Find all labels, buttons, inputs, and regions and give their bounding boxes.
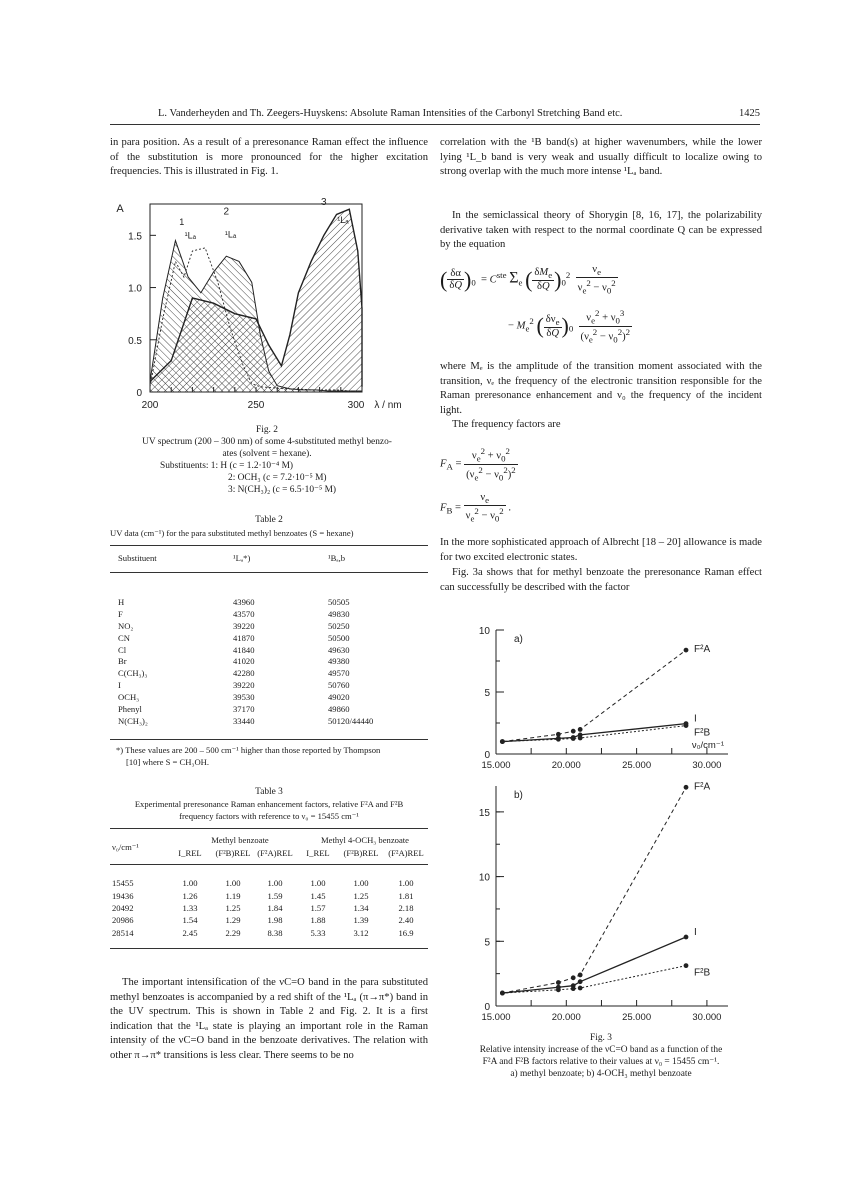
table2-cell: 50120/44440 [328,715,374,726]
table2-label: Table 2 [255,515,283,525]
series-F²B-point [556,737,561,742]
table3-group1: Methyl benzoate [211,835,269,845]
table-row [118,716,418,728]
panel-label: b) [514,790,523,801]
table2-cell: I [118,680,121,691]
annotation-label: ¹Lₐ [337,214,349,225]
table2-cell: 49630 [328,644,350,655]
table3-cell: 1.29 [225,915,241,926]
right-para5: In the more sophisticated approach of Albrecht [18 – 20] allowance is made for two excited electronic states. [440,537,762,563]
fig3a-chart [466,622,738,774]
table3-title-line1: Experimental preresonance Raman enhancement factors, relative F²A and F²B [134,799,404,809]
table-row [118,621,418,633]
table2-cell: 49020 [328,692,350,703]
annotation-label: 2 [223,206,230,218]
table2-cell: OCH₃ [118,692,140,703]
fig3b-chart [466,778,738,1026]
table3-cell: 1.25 [353,890,369,901]
fa-equation: $F_A$ = $\frac{\nu_e^2 + \nu_0^2}{(\nu_e^2 - \nu_0^2)^2}$ [440,446,516,483]
table3-cell: 1.45 [310,890,326,901]
fig3-caption-label: Fig. 3 [590,1033,612,1043]
y-tick-label: 0 [136,388,142,399]
y-tick-label: 5 [484,937,490,949]
series-F²B-point [556,987,561,992]
table3-subheader-cell: (F²A)REL [388,848,424,859]
fb-equation: $F_B$ = $\frac{\nu_e}{\nu_e^2 - \nu_0^2}$ . [440,492,511,524]
table2-cell: 49380 [328,656,350,667]
series-label: F²B [694,967,711,979]
table2-header: ¹Lₐ*) [233,553,251,563]
series-F²B-line [502,966,686,993]
y-tick-label: 15 [478,807,490,819]
table2 [118,553,418,565]
table2-cell: 41840 [233,644,255,655]
table3-cell: 2.45 [182,927,198,938]
table2-footnote-line1: *) These values are 200 – 500 cm⁻¹ higher than those reported by Thompson [116,745,381,755]
x-tick-label: 20.000 [551,760,581,771]
y-tick-label: 1.5 [128,231,142,243]
fig2-caption-line1: UV spectrum (200 – 300 nm) of some 4-substituted methyl benzo- [142,437,392,447]
table3-subheader-cell: (F²B)REL [215,848,251,859]
y-tick-label: 0.5 [128,335,142,347]
page-number: 1425 [739,108,760,119]
x-tick-label: 25.000 [622,760,652,771]
table2-title: UV data (cm⁻¹) for the para substituted methyl benzoates (S = hexane) [110,528,354,538]
table-row [118,609,418,621]
y-axis-label: A [116,203,124,215]
table-row [112,889,430,901]
table2-cell: N(CH₃)₂ [118,715,148,726]
table-row [118,692,418,704]
table-row [112,927,430,939]
series-label: F²B [694,727,711,739]
table-row [118,633,418,645]
series-F²B-point [571,986,576,991]
x-tick-label: 25.000 [622,1012,652,1023]
table3-subheader-cell: (F²B)REL [343,848,379,859]
table2-cell: 33440 [233,715,255,726]
x-tick-label: 20.000 [551,1012,581,1023]
table3-cell: 3.12 [353,927,369,938]
table2-cell: 43960 [233,597,255,607]
table3-cell: 1.26 [182,890,198,901]
fig2-chart [112,196,402,422]
series-F²A-point [571,975,576,980]
series-label: I [694,927,697,939]
series-F²B-point [500,991,505,996]
series-label: F²A [694,781,711,793]
right-para1: correlation with the ¹B band(s) at higher wavenumbers, while the lower lying ¹L_b band is very weak and usually difficult to localize owing to strong overlap with the much more intense ¹Lₐ band. [440,137,762,178]
table3-cell: 1.00 [353,878,369,889]
x-tick-label: 15.000 [481,760,511,771]
table3-cell: 5.33 [310,927,326,938]
table-row [112,914,430,926]
table2-cell: CN [118,632,130,643]
table2-cell: 50505 [328,597,350,607]
left-para-top: in para position. As a result of a preresonance Raman effect the influence of the substitution is more pronounced for the higher excitation frequencies. This is illustrated in Fig. 1. [110,137,428,178]
table3-cell: 19436 [112,890,134,901]
table3-cell: 20986 [112,915,134,926]
x-tick-label: 30.000 [692,1012,722,1023]
fig2-caption-line2: ates (solvent = hexane). [222,449,312,459]
table-row [118,680,418,692]
x-tick-label: 250 [247,400,265,411]
table3-title-line2: frequency factors with reference to ν₀ = 15455 cm⁻¹ [179,811,359,821]
table3-cell: 1.00 [267,878,283,889]
table3-cell: 1.00 [182,878,198,889]
table2-cell: 37170 [233,704,255,715]
table2-cell: 43570 [233,608,255,619]
table2-cell: 39220 [233,680,255,691]
table3-cell: 1.81 [398,890,414,901]
right-para3: where Mₑ is the amplitude of the transition moment associated with the transition, νₑ the frequency of the electronic transition responsible for the Raman preresonance enhancement and ν₀ the frequency of the incident light. [440,361,762,416]
table3-cell: 1.57 [310,902,326,913]
table3-nu-header: ν₀/cm⁻¹ [112,842,139,852]
series-I-line [502,724,686,742]
y-tick-label: 10 [478,626,490,637]
table-row [118,668,418,680]
table2-cell: 49830 [328,608,350,619]
table-row [118,597,418,609]
left-para-bottom: The important intensification of the νC=O band in the para substituted methyl benzoates is accompanied by a red shift of the ¹Lₐ (π→π*) band in the UV spectrum. This is shown in Table 2 and Fig. 2. It is a first indication that the ¹Lₐ state is playing an important role in the Raman intensity of the νC=O band in the benzoate derivatives. The relation with other π→π* transitions is less clear. There seems to be no [110,977,428,1061]
table3-cell: 1.00 [310,878,326,889]
table2-header: Substituent [118,553,157,563]
running-title: L. Vanderheyden and Th. Zeegers-Huyskens: Absolute Raman Intensities of the Carbonyl Stretching Band etc. [158,108,623,119]
table2-cell: 39530 [233,692,255,703]
series-F²B-point [578,986,583,991]
series-F²A-point [578,727,583,732]
fig3-caption [440,1032,762,1080]
right-para4: The frequency factors are [452,419,561,430]
table3-cell: 20492 [112,902,134,913]
table3-cell: 1.34 [353,902,369,913]
table-row [118,645,418,657]
series-F²B-point [578,736,583,741]
series-F²B-point [684,723,689,728]
table2-cell: F [118,608,123,619]
table3-cell: 1.59 [267,890,283,901]
x-tick-label: 15.000 [481,1012,511,1023]
annotation-label: 3 [321,197,327,209]
running-header [110,106,760,122]
table3-cell: 16.9 [398,927,414,938]
table-row [112,902,430,914]
table3-subheader-cell: (F²A)REL [257,848,293,859]
table2-cell: Cl [118,644,127,655]
table2-cell: H [118,597,125,607]
table3-subheader [168,847,430,859]
table3-cell: 1.00 [225,878,241,889]
table3-cell: 1.88 [310,915,326,926]
fig2-caption-line5: 3: N(CH₃)₂ (c = 6.5·10⁻⁵ M) [228,485,337,495]
series-F²A-point [684,648,689,653]
series-F²B-point [500,739,505,744]
fig3-caption-line3: a) methyl benzoate; b) 4-OCH₃ methyl benzoate [510,1069,692,1079]
table2-cell: C(CH₃)₃ [118,668,148,679]
table2-top-rule [110,545,428,546]
table3-cell: 8.38 [267,927,283,938]
table2-bottom-rule [110,739,428,740]
y-tick-label: 0 [484,750,490,761]
table-row [118,704,418,716]
series-F²A-point [571,729,576,734]
polarizability-equation: ( $\frac{\delta\alpha}{\delta Q}$ )$_0 = Cste$ $\Sigma_e$ ( $\frac{\delta M_e}{\delta Q}$ )$_0^2$ $\frac{\nu_e}{\nu_e^2 - \nu_0^2}$ − $M_e^2$ ( $\frac{\delta\nu_e}{\delta Q}$ )$_0$ $\frac{\nu_e^2 + \nu_0^3}{(\nu_e^2 - \nu_0^2)^2}$ [440,264,631,345]
series-F²A-point [578,973,583,978]
table3-cell: 1.33 [182,902,198,913]
table3-bottom-rule [110,948,428,949]
series-I-point [684,935,689,940]
annotation-label: ¹Lₐ [184,230,196,241]
fig2-caption-label: Fig. 2 [256,425,278,435]
table3-subheader-cell: I_REL [178,848,202,859]
table3-cell: 28514 [112,927,134,938]
table3-cell: 1.00 [398,878,414,889]
table2-cell: 41020 [233,656,255,667]
x-axis-label: λ / nm [374,400,402,411]
table3-title [100,798,438,822]
annotation-label: ¹Lₐ [224,229,237,240]
table3-body [112,877,430,939]
fig2-caption-line4: 2: OCH₃ (c = 7.2·10⁻⁵ M) [228,473,327,483]
table2-body [118,597,418,728]
series-F²A-point [684,785,689,790]
table-row [118,656,418,668]
table2-cell: 50500 [328,632,350,643]
series-I-point [578,979,583,984]
series-F²A-point [556,980,561,985]
fig3-caption-line2: F²A and F²B factors relative to their values at ν₀ = 15455 cm⁻¹. [482,1057,720,1067]
table3-cell: 15455 [112,878,134,889]
table2-header-row [118,553,418,565]
table3-cell: 2.40 [398,915,414,926]
series-F²A-line [502,650,686,742]
annotation-label: 1 [179,216,185,227]
panel-label: a) [514,634,523,645]
table2-cell: 49860 [328,704,350,715]
table2-cell: 41870 [233,632,255,643]
series-F²A-line [502,787,686,993]
table3-cell: 1.54 [182,915,198,926]
y-tick-label: 10 [478,872,490,884]
table3-cell: 1.19 [225,890,241,901]
series-F²B-point [684,963,689,968]
x-axis-label: ν₀/cm⁻¹ [691,740,724,751]
table2-header-rule [110,572,428,573]
fig2-caption [100,424,434,496]
table3-cell: 1.84 [267,902,283,913]
series-label: F²A [694,644,711,656]
series-F²A-point [556,732,561,737]
table2-footnote [116,744,434,768]
table2-cell: 49570 [328,668,350,679]
right-para6: Fig. 3a shows that for methyl benzoate the preresonance Raman effect can successfully be described with the factor [440,567,762,593]
table-row [112,877,430,889]
series-F²B-point [571,736,576,741]
fig3-caption-line1: Relative intensity increase of the νC=O band as a function of the [479,1045,723,1055]
table2-cell: 42280 [233,668,255,679]
y-tick-label: 1.0 [128,283,142,295]
table2-cell: 39220 [233,620,255,631]
table3-group2: Methyl 4-OCH₃ benzoate [321,835,409,845]
table2-cell: 50250 [328,620,350,631]
table2-cell: NO₂ [118,620,134,631]
x-tick-label: 200 [141,400,159,411]
series-label: I [694,713,697,725]
table3-header-rule [110,864,428,865]
table2-cell: Br [118,656,127,667]
table3-subheader-cell: I_REL [306,848,330,859]
table3-cell: 1.39 [353,915,369,926]
y-tick-label: 5 [484,688,490,699]
table3-cell: 1.25 [225,902,241,913]
table2-header: ¹Bₐ,b [328,553,346,563]
x-tick-label: 300 [347,400,365,411]
table2-cell: 50760 [328,680,350,691]
table3-cell: 1.98 [267,915,283,926]
table3-label: Table 3 [255,787,283,797]
right-para2: In the semiclassical theory of Shorygin [8, 16, 17], the polarizability derivative taken with respect to the normal coordinate Q can be expressed by the equation [440,210,762,251]
header-rule [110,124,760,125]
table2-cell: Phenyl [118,704,142,715]
table3-top-rule [110,828,428,829]
table3-cell: 2.29 [225,927,241,938]
x-tick-label: 30.000 [692,760,722,771]
table3-cell: 2.18 [398,902,414,913]
table2-footnote-line2: [10] where S = CH₃OH. [126,757,210,767]
y-tick-label: 0 [484,1002,490,1013]
fig2-caption-line3: Substituents: 1: H (c = 1.2·10⁻⁴ M) [160,461,294,471]
